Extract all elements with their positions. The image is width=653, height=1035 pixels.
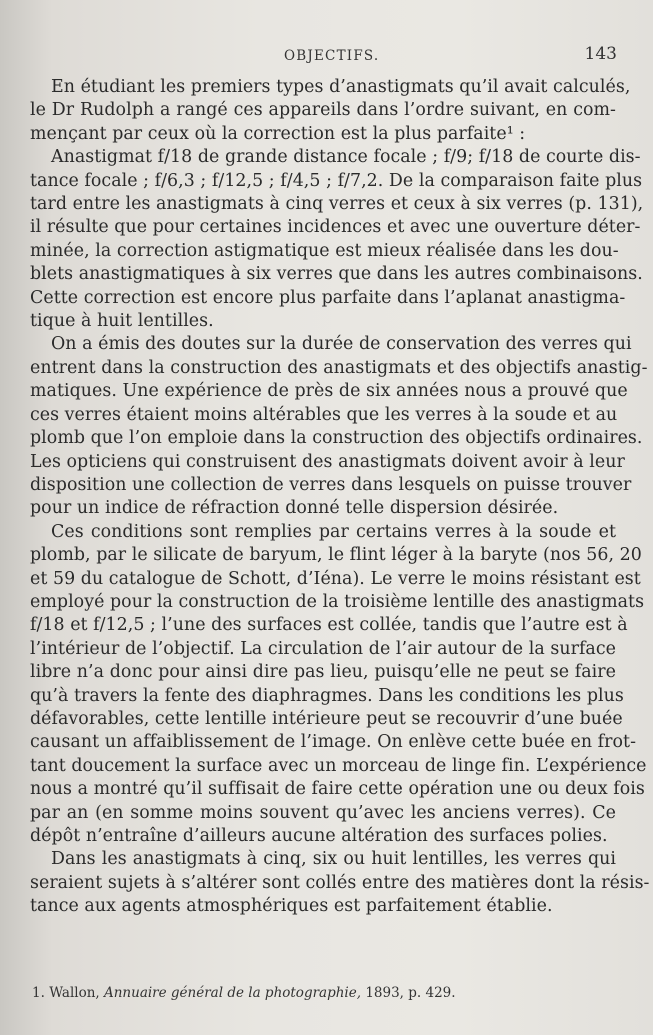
text-line: matiques. Une expérience de près de six années nous a prouvé que xyxy=(30,381,628,402)
text-line: tant doucement la surface avec un morceau de linge fin. L’expérience xyxy=(30,755,647,776)
page-header xyxy=(0,44,653,72)
text-line: entrent dans la construction des anastigmats et des objectifs anastig- xyxy=(30,357,648,378)
text-line: disposition une collection de verres dans lesquels on puisse trouver xyxy=(30,474,632,495)
paragraph xyxy=(30,146,644,333)
page-number: 143 xyxy=(584,44,617,64)
text-line: par an (en somme moins souvent qu’avec les anciens verres). Ce xyxy=(30,802,616,823)
text-line: le Dr Rudolph a rangé ces appareils dans l’ordre suivant, en com- xyxy=(30,100,616,121)
text-line: Cette correction est encore plus parfaite dans l’aplanat anastigma- xyxy=(30,287,626,308)
text-line: l’intérieur de l’objectif. La circulation de l’air autour de la surface xyxy=(30,638,616,659)
body-text xyxy=(30,76,650,919)
text-line: tique à huit lentilles. xyxy=(30,311,214,332)
text-line: il résulte que pour certaines incidences et avec une ouverture déter- xyxy=(30,217,641,238)
text-line: tance focale ; f/6,3 ; f/12,5 ; f/4,5 ; f/7,2. De la comparaison faite plus xyxy=(30,170,643,191)
text-line: Anastigmat f/18 de grande distance focale ; f/9; f/18 de courte dis- xyxy=(51,147,641,168)
text-line: seraient sujets à s’altérer sont collés entre des matières dont la résis- xyxy=(30,872,650,893)
running-title: OBJECTIFS. xyxy=(284,48,380,64)
footnote-rest: 1893, p. 429. xyxy=(365,985,456,1001)
footnote-title: Annuaire général de la photographie, xyxy=(103,985,362,1001)
text-line: pour un indice de réfraction donné telle dispersion désirée. xyxy=(30,498,559,519)
text-line: défavorables, cette lentille intérieure peut se recouvrir d’une buée xyxy=(30,708,623,729)
text-line: employé pour la construction de la troisième lentille des anastigmats xyxy=(30,591,645,612)
text-line: dépôt n’entraîne d’ailleurs aucune altération des surfaces polies. xyxy=(30,826,608,846)
text-line: tance aux agents atmosphériques est parfaitement établie. xyxy=(30,896,553,917)
text-line: ces verres étaient moins altérables que les verres à la soude et au xyxy=(30,404,618,425)
text-line: minée, la correction astigmatique est mieux réalisée dans les dou- xyxy=(30,240,619,261)
text-line: qu’à travers la fente des diaphragmes. Dans les conditions les plus xyxy=(30,685,624,706)
paragraph xyxy=(30,333,648,520)
paragraph xyxy=(30,848,650,918)
text-line: nous a montré qu’il suffisait de faire cette opération une ou deux fois xyxy=(30,779,645,800)
text-line: En étudiant les premiers types d’anastigmats qu’il avait calculés, xyxy=(51,77,631,97)
footnote xyxy=(32,984,592,1002)
text-line: On a émis des doutes sur la durée de conservation des verres qui xyxy=(51,334,632,355)
footnote-author: Wallon, xyxy=(49,985,100,1001)
paragraph xyxy=(30,76,631,146)
text-line: Ces conditions sont remplies par certains verres à la soude et xyxy=(51,521,616,542)
text-line: et 59 du catalogue de Schott, d’Iéna). Le verre le moins résistant est xyxy=(30,568,641,589)
text-line: blets anastigmatiques à six verres que dans les autres combinaisons. xyxy=(30,264,643,285)
text-line: Les opticiens qui construisent des anastigmats doivent avoir à leur xyxy=(30,451,625,472)
text-line: mençant par ceux où la correction est la plus parfaite¹ : xyxy=(30,123,526,144)
text-line: Dans les anastigmats à cinq, six ou huit lentilles, les verres qui xyxy=(51,849,616,870)
text-line: f/18 et f/12,5 ; l’une des surfaces est collée, tandis que l’autre est à xyxy=(30,615,628,636)
footnote-number: 1. xyxy=(32,985,45,1001)
text-line: libre n’a donc pour ainsi dire pas lieu, puisqu’elle ne peut se faire xyxy=(30,662,616,683)
text-line: plomb que l’on emploie dans la construction des objectifs ordinaires. xyxy=(30,428,643,449)
text-line: plomb, par le silicate de baryum, le flint léger à la baryte (nos 56, 20 xyxy=(30,545,642,566)
text-line: causant un affaiblissement de l’image. On enlève cette buée en frot- xyxy=(30,732,637,753)
paragraph xyxy=(30,521,647,849)
text-line: tard entre les anastigmats à cinq verres et ceux à six verres (p. 131), xyxy=(30,194,644,215)
